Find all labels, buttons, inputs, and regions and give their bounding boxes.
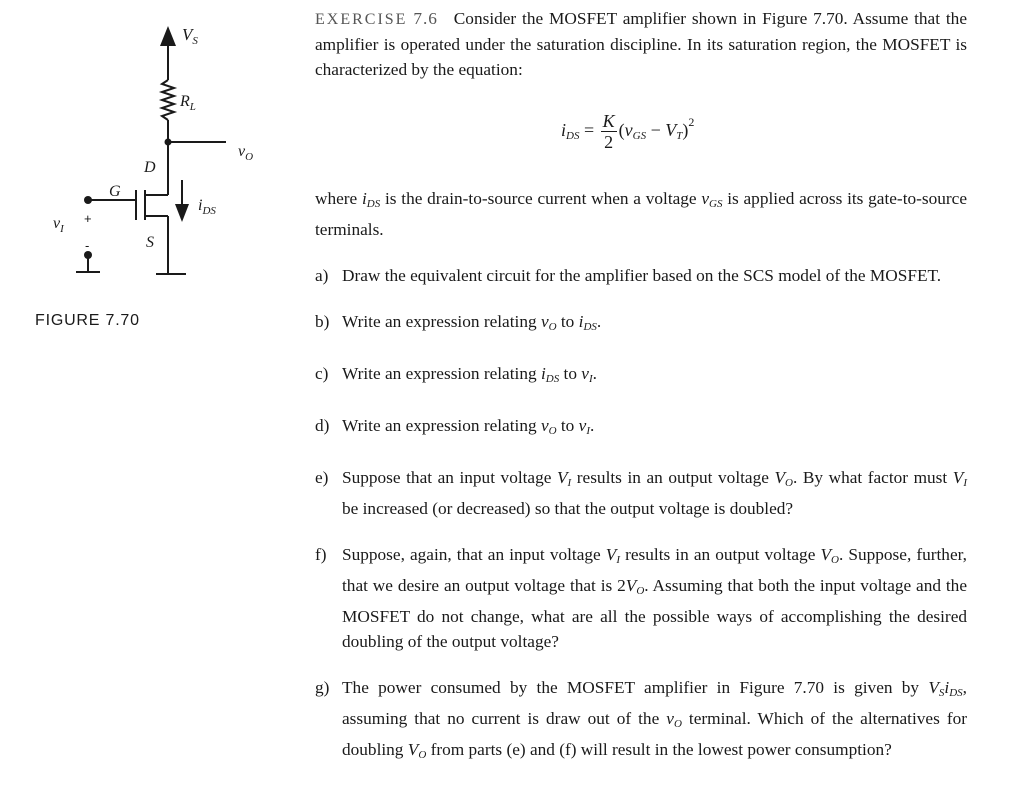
drain-label: D <box>144 159 156 176</box>
question-c: c) Write an expression relating $i_{DS}$ to $v_I$. <box>315 364 597 385</box>
current-arrow-icon <box>175 204 189 222</box>
source-label: S <box>146 234 154 251</box>
circuit-diagram <box>20 10 290 300</box>
question-b: b) Write an expression relating $v_O$ to $i_{DS}$. <box>315 312 602 333</box>
question-a: a) Draw the equivalent circuit for the amplifier based on the SCS model of the MOSFET. <box>315 266 942 285</box>
exercise-block <box>315 6 967 768</box>
exercise-number: 7.6 <box>413 9 438 28</box>
exercise-label: EXERCISE <box>315 11 408 28</box>
saturation-equation: $i_{DS}$ = $\frac{K}{2}$ $(v_{GS} - V_T)^2$ <box>561 111 695 153</box>
exercise-intro <box>315 6 967 82</box>
question-f: f) Suppose, again, that an input voltage $V_I$ results in an output voltage $V_O$. Suppose, further, that we desire an output voltage that is $2V_O$. Assuming that both the input voltage and the MOSFET do not change, what are all the possible ways of accomplishing the desired doubling of the output voltage? <box>315 545 967 651</box>
output-junction <box>165 139 172 146</box>
plus-sign: + <box>84 211 92 226</box>
vi-label: $v_I$ <box>53 215 64 235</box>
rl-label: $R_L$ <box>180 93 196 113</box>
fraction: $\frac{K}{2}$ <box>602 111 615 153</box>
vs-label: $V_S$ <box>182 25 198 47</box>
supply-arrow-icon <box>160 26 176 46</box>
figure-caption: FIGURE 7.70 <box>35 312 140 329</box>
where-paragraph: where $i_{DS}$ is the drain-to-source current when a voltage $v_{GS}$ is applied across its gate-to-source terminals. <box>315 189 967 239</box>
resistor-rl <box>162 80 174 120</box>
intro-text: Consider the MOSFET amplifier shown in Figure 7.70. Assume that the amplifier is operated under the saturation discipline. In its saturation region, the MOSFET is characterized by the equation: <box>315 9 967 79</box>
question-e: e) Suppose that an input voltage $V_I$ results in an output voltage $V_O$. By what factor must $V_I$ be increased (or decreased) so that the output voltage is doubled? <box>315 468 967 518</box>
minus-sign: - <box>85 238 90 253</box>
gate-terminal <box>84 196 92 204</box>
question-d: d) Write an expression relating $v_O$ to $v_I$. <box>315 416 595 437</box>
vo-label: $v_O$ <box>238 143 254 163</box>
ids-label: $i_{DS}$ <box>198 197 216 217</box>
question-g: g) The power consumed by the MOSFET amplifier in Figure 7.70 is given by $V_Si_{DS}$, assuming that no current is draw out of the $v_O$ terminal. Which of the alternatives for doubling $V_O$ from parts (e) and (f) will result in the lowest power consumption? <box>315 678 967 761</box>
gate-label: G <box>109 183 121 200</box>
